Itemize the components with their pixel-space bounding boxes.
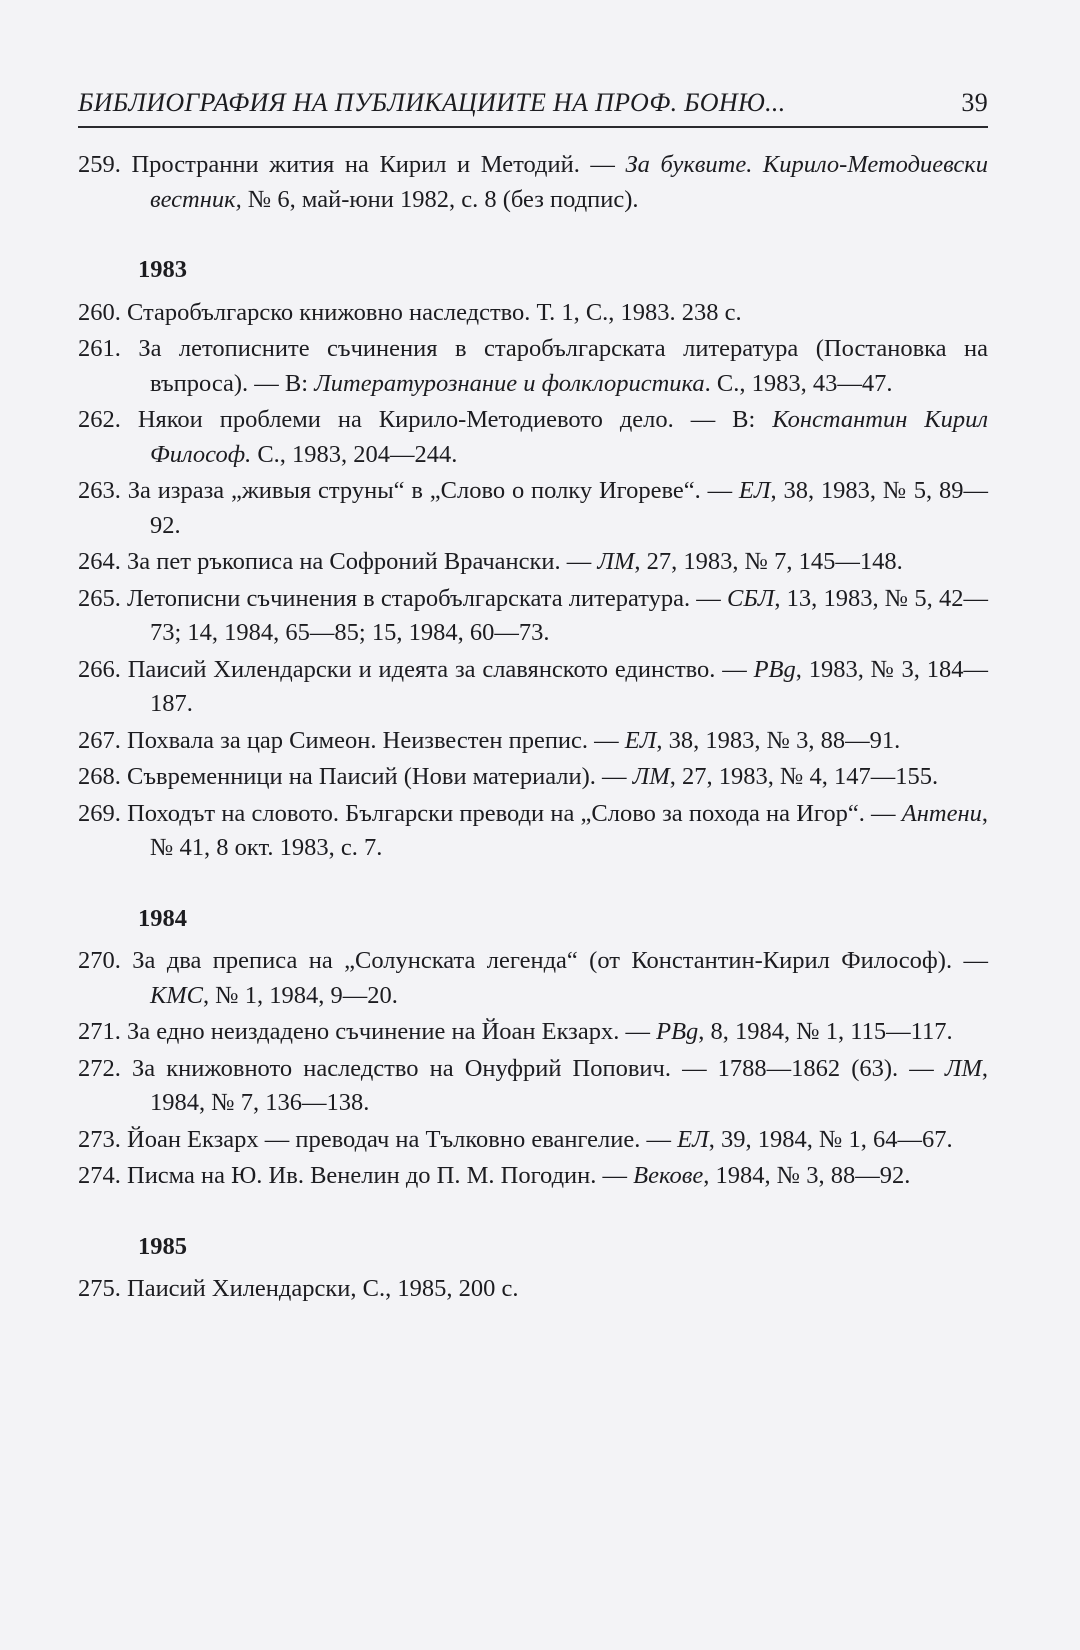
- book-page: [78, 88, 988, 1309]
- bibliography-entry: 273. Йоан Екзарх — преводач на Тълковно евангелие. — ЕЛ, 39, 1984, № 1, 64—67.: [78, 1125, 953, 1153]
- running-header: [78, 88, 988, 128]
- bibliography-entry: 267. Похвала за цар Симеон. Неизвестен препис. — ЕЛ, 38, 1983, № 3, 88—91.: [78, 726, 901, 754]
- bibliography-entry: 269. Походът на словото. Български преводи на „Слово за похода на Игор“. — Антени, № 41, 8 окт. 1983, с. 7.: [78, 799, 988, 861]
- bibliography-entry: 265. Летописни съчинения в старобългарската литература. — СБЛ, 13, 1983, № 5, 42—73; 14, 1984, 65—85; 15, 1984, 60—73.: [78, 584, 988, 646]
- bibliography-entry: 274. Писма на Ю. Ив. Венелин до П. М. Погодин. — Векове, 1984, № 3, 88—92.: [78, 1162, 911, 1189]
- bibliography-entry: 275. Паисий Хилендарски, С., 1985, 200 с.: [78, 1275, 519, 1302]
- running-header-title: БИБЛИОГРАФИЯ НА ПУБЛИКАЦИИТЕ НА ПРОФ. БОНЮ...: [78, 88, 786, 117]
- year-heading: 1984: [138, 904, 187, 932]
- bibliography-entry: 266. Паисий Хилендарски и идеята за славянското единство. — PBg, 1983, № 3, 184—187.: [78, 655, 988, 717]
- bibliography-entry: 263. За израза „живыя струны“ в „Слово о полку Игореве“. — ЕЛ, 38, 1983, № 5, 89—92.: [78, 477, 988, 539]
- bibliography-entry: 268. Съвременници на Паисий (Нови материали). — ЛМ, 27, 1983, № 4, 147—155.: [78, 763, 939, 790]
- bibliography-entry: 261. За летописните съчинения в старобългарската литература (Постановка на въпроса). — В: Литературознание и фолклористика. С., 1983, 43—47.: [78, 335, 988, 397]
- bibliography-entry: 272. За книжовното наследство на Онуфрий Попович. — 1788—1862 (63). — ЛМ, 1984, № 7, 136—138.: [78, 1054, 988, 1116]
- bibliography-entry: 264. За пет ръкописа на Софроний Врачански. — ЛМ, 27, 1983, № 7, 145—148.: [78, 548, 903, 575]
- bibliography-entry: 260. Старобългарско книжовно наследство. Т. 1, С., 1983. 238 с.: [78, 298, 742, 326]
- year-heading: 1985: [138, 1232, 187, 1260]
- bibliography-entry: 271. За едно неиздадено съчинение на Йоан Екзарх. — PBg, 8, 1984, № 1, 115—117.: [78, 1018, 953, 1045]
- bibliography-entry: 262. Някои проблеми на Кирило-Методиевото дело. — В: Константин Кирил Философ. С., 1983, 204—244.: [78, 406, 988, 468]
- page-number: 39: [961, 88, 988, 117]
- bibliography-entry: 259. Пространни жития на Кирил и Методий. — За буквите. Кирило-Методиевски вестник, № 6, май-юни 1982, с. 8 (без подпис).: [78, 151, 988, 213]
- bibliography-entry: 270. За два преписа на „Солунската легенда“ (от Константин-Кирил Философ). — КМС, № 1, 1984, 9—20.: [78, 947, 988, 1009]
- bibliography-list: [78, 148, 988, 1307]
- year-heading: 1983: [138, 256, 187, 283]
